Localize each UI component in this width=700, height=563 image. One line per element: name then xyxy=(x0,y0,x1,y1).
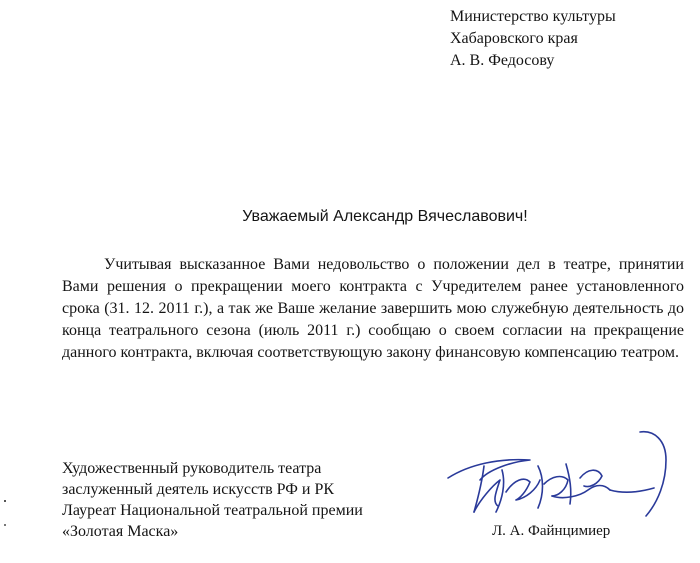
signer-title-award: «Золотая Маска» xyxy=(62,523,179,540)
greeting: Уважаемый Александр Вячеславович! xyxy=(242,208,528,225)
scan-speck xyxy=(4,524,6,526)
handwritten-signature xyxy=(440,420,680,530)
signer-title-honored-artist: заслуженный деятель искусств РФ и РК xyxy=(62,481,335,498)
signer-title-laureate: Лауреат Национальной театральной премии xyxy=(62,502,363,519)
addressee-line-region: Хабаровского края xyxy=(450,30,578,47)
signer-name: Л. А. Файнцимиер xyxy=(492,523,611,539)
addressee-line-ministry: Министерство культуры xyxy=(450,8,616,25)
letter-body: Учитывая высказанное Вами недовольство о положении дел в театре, принятии Вами решения о прекращении моего контракта с Учредителем ранее установленного срока (31. 12. 2011 г.), а так же Ваше желание завершить мою служебную деятельность до конца театрального сезона (июль 2011 г.) сообщаю о своем согласии на прекращение данного контракта, включая соответствующую закону финансовую компенсацию театром. xyxy=(62,256,684,361)
scan-speck xyxy=(4,500,6,502)
addressee-block xyxy=(450,6,690,72)
signer-titles xyxy=(62,458,442,542)
signer-title-director: Художественный руководитель театра xyxy=(62,460,322,477)
addressee-line-person: А. В. Федосову xyxy=(450,52,555,69)
